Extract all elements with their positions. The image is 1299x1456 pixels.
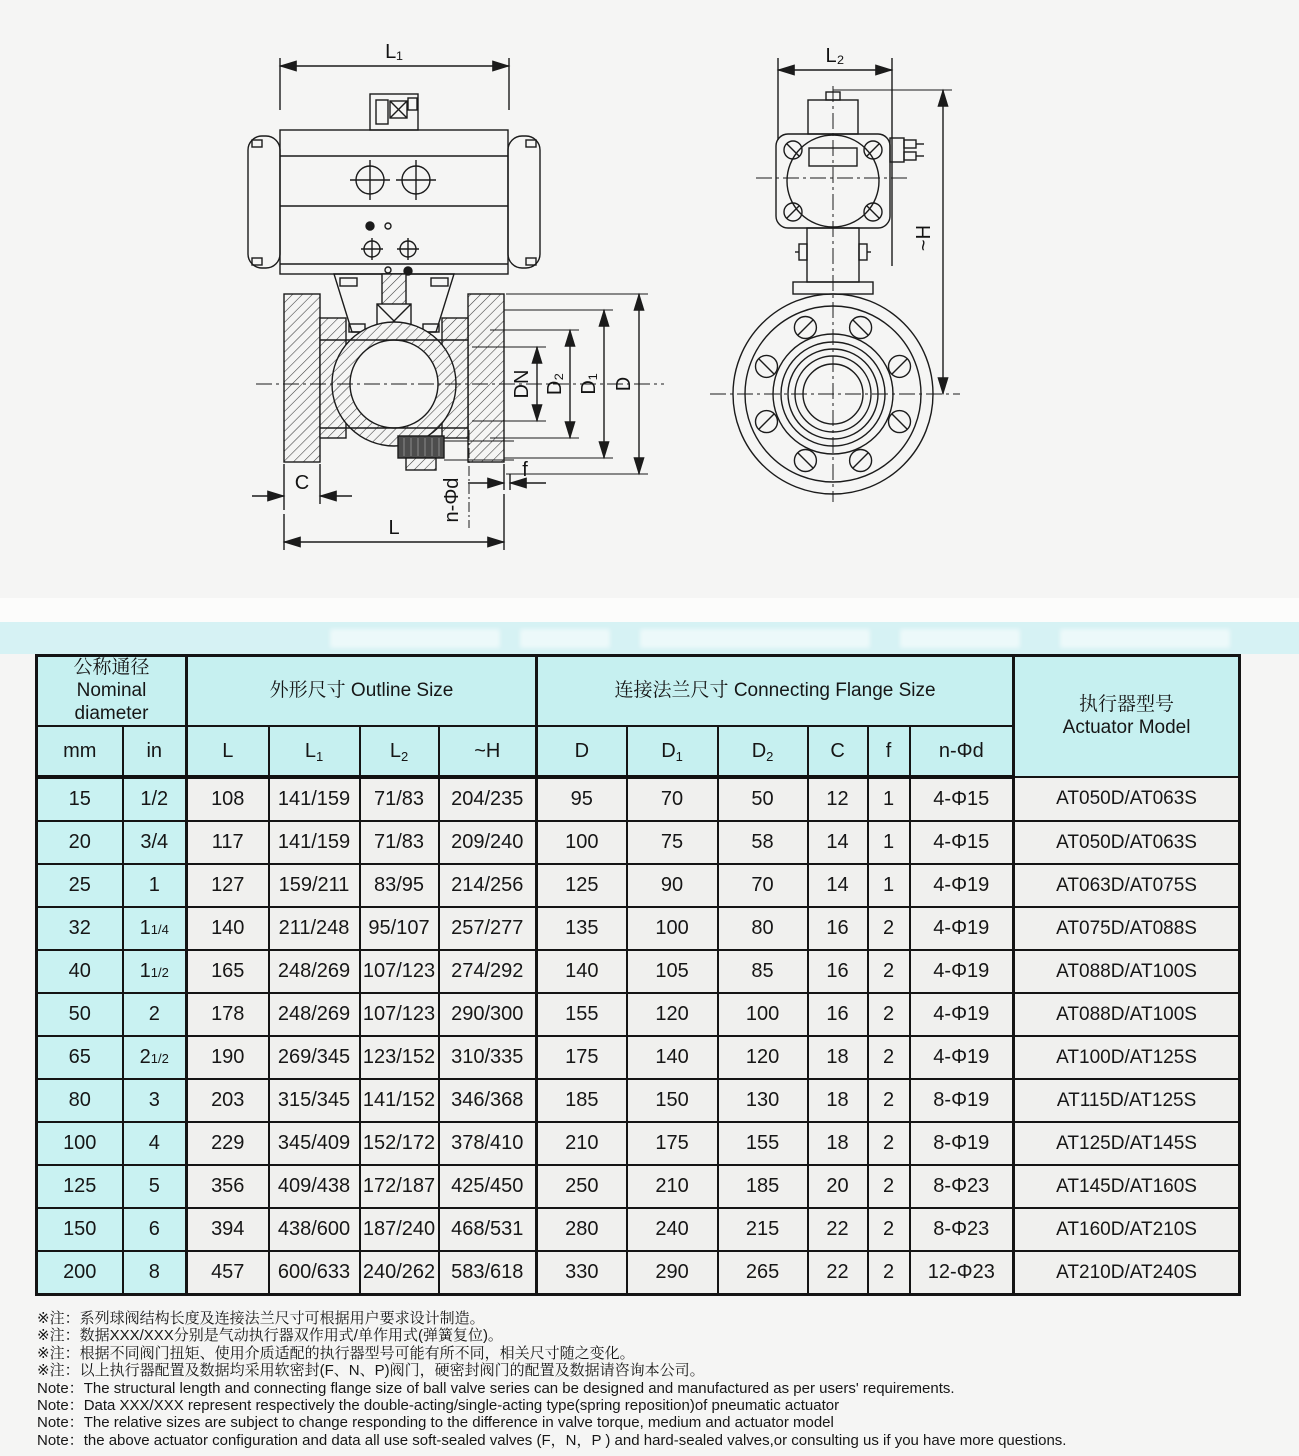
table-cell: 209/240 — [439, 821, 537, 864]
table-cell: 100 — [718, 993, 808, 1036]
table-cell: 141/159 — [269, 777, 360, 821]
table-cell: 2 — [868, 993, 910, 1036]
table-cell: 12 — [808, 777, 868, 821]
table-cell: 70 — [718, 864, 808, 907]
table-cell: 600/633 — [269, 1251, 360, 1295]
table-cell: AT050D/AT063S — [1014, 821, 1240, 864]
table-cell: 290 — [627, 1251, 718, 1295]
table-cell: 215 — [718, 1208, 808, 1251]
note-prefix: Note： — [37, 1431, 84, 1449]
table-cell: AT160D/AT210S — [1014, 1208, 1240, 1251]
table-cell: 310/335 — [439, 1036, 537, 1079]
table-cell: AT075D/AT088S — [1014, 907, 1240, 950]
table-cell: 211/248 — [269, 907, 360, 950]
table-cell: 20 — [37, 821, 123, 864]
table-cell: 16 — [808, 907, 868, 950]
table-cell: 409/438 — [269, 1165, 360, 1208]
table-cell: 240 — [627, 1208, 718, 1251]
table-cell: 141/152 — [360, 1079, 439, 1122]
table-cell: 178 — [187, 993, 269, 1036]
column-header: D — [537, 726, 627, 777]
table-cell: 187/240 — [360, 1208, 439, 1251]
note-line — [37, 1397, 1277, 1414]
table-cell: 40 — [37, 950, 123, 993]
dim-label-l2: L₂ — [825, 45, 845, 67]
table-cell: 2 — [868, 907, 910, 950]
table-cell: 100 — [37, 1122, 123, 1165]
column-header: C — [808, 726, 868, 777]
table-cell: 315/345 — [269, 1079, 360, 1122]
table-cell: 8-Φ23 — [910, 1208, 1014, 1251]
table-cell: 140 — [627, 1036, 718, 1079]
table-cell: 1 — [868, 864, 910, 907]
note-line — [37, 1362, 1277, 1379]
table-cell: 274/292 — [439, 950, 537, 993]
dim-label-l1: L₁ — [385, 41, 403, 63]
dim-label-c: C — [294, 472, 310, 494]
note-prefix: ※注： — [37, 1310, 80, 1327]
note-text: Data XXX/XXX represent respectively the double-acting/single-acting type(spring reposition)of pneumatic actuator — [83, 1397, 840, 1415]
watermark-band — [0, 622, 1299, 654]
table-row — [37, 821, 1240, 864]
note-text: 系列球阀结构长度及连接法兰尺寸可根据用户要求设计制造。 — [79, 1310, 485, 1327]
group-header-nominal-en: Nominal diameter — [74, 679, 149, 724]
table-body — [37, 777, 1240, 1295]
table-cell: 150 — [37, 1208, 123, 1251]
table-cell: 80 — [718, 907, 808, 950]
table-cell: 172/187 — [360, 1165, 439, 1208]
column-header: mm — [37, 726, 123, 777]
dim-label-h: ~H — [913, 224, 935, 252]
table-cell: 127 — [187, 864, 269, 907]
dim-label-d: D — [613, 376, 635, 392]
table-cell: AT125D/AT145S — [1014, 1122, 1240, 1165]
column-header: L — [187, 726, 269, 777]
table-cell: 100 — [537, 821, 627, 864]
dim-label-d2: D₂ — [544, 372, 566, 396]
table-cell: 457 — [187, 1251, 269, 1295]
table-cell: 141/159 — [269, 821, 360, 864]
table-cell: 5 — [123, 1165, 187, 1208]
table-cell: 3 — [123, 1079, 187, 1122]
table-cell: 85 — [718, 950, 808, 993]
table-row — [37, 777, 1240, 821]
table-cell: 140 — [187, 907, 269, 950]
table-cell: 70 — [627, 777, 718, 821]
column-header: $D_2$ — [718, 726, 808, 777]
note-prefix: Note： — [37, 1379, 84, 1397]
dim-label-n-phi-d: n-Φd — [441, 477, 463, 523]
table-cell: 1/2 — [123, 777, 187, 821]
table-cell: 22 — [808, 1251, 868, 1295]
column-header: n-Φd — [910, 726, 1014, 777]
group-header-outline-size: 外形尺寸 Outline Size — [187, 656, 537, 727]
note-prefix: ※注： — [37, 1327, 80, 1345]
table-cell: 4-Φ19 — [910, 864, 1014, 907]
valve-front-view-drawing — [222, 28, 692, 600]
table-row — [37, 907, 1240, 950]
table-cell: 2 — [868, 1036, 910, 1079]
table-cell: 346/368 — [439, 1079, 537, 1122]
spacer-strip — [0, 598, 1299, 622]
table-cell: 1 — [123, 864, 187, 907]
table-cell: 120 — [718, 1036, 808, 1079]
column-header: $L_1$ — [269, 726, 360, 777]
note-text: The relative sizes are subject to change responding to the difference in valve torque, medium and actuator model — [83, 1414, 834, 1432]
table-row — [37, 950, 1240, 993]
table-cell: 14 — [808, 864, 868, 907]
table-cell: 150 — [627, 1079, 718, 1122]
table-cell: AT088D/AT100S — [1014, 950, 1240, 993]
table-cell: 22 — [808, 1208, 868, 1251]
technical-drawings — [0, 28, 1299, 606]
table-row — [37, 1208, 1240, 1251]
note-line — [37, 1414, 1277, 1431]
table-cell: 50 — [718, 777, 808, 821]
table-cell: 250 — [537, 1165, 627, 1208]
table-cell: 200 — [37, 1251, 123, 1295]
table-cell: 123/152 — [360, 1036, 439, 1079]
table-cell: 165 — [187, 950, 269, 993]
table-cell: 185 — [537, 1079, 627, 1122]
table-cell: 583/618 — [439, 1251, 537, 1295]
table-cell: 2 — [868, 950, 910, 993]
group-header-actuator-en: Actuator Model — [1062, 716, 1191, 738]
table-cell: 257/277 — [439, 907, 537, 950]
table-cell: 175 — [627, 1122, 718, 1165]
table-cell: 4 — [123, 1122, 187, 1165]
table-cell: 32 — [37, 907, 123, 950]
note-text: 以上执行器配置及数据均采用软密封(F、N、P)阀门，硬密封阀门的配置及数据请咨询本公司。 — [79, 1362, 705, 1380]
table-cell: 1 — [868, 777, 910, 821]
table-cell: 117 — [187, 821, 269, 864]
note-prefix: Note： — [37, 1414, 84, 1432]
note-prefix: ※注： — [37, 1362, 80, 1380]
table-cell: 107/123 — [360, 993, 439, 1036]
table-cell: 135 — [537, 907, 627, 950]
table-cell: 248/269 — [269, 993, 360, 1036]
dim-label-l: L — [388, 517, 400, 539]
table-cell: 2 — [868, 1122, 910, 1165]
table-cell: 290/300 — [439, 993, 537, 1036]
table-cell: 2 — [868, 1251, 910, 1295]
table-cell: 210 — [627, 1165, 718, 1208]
table-cell: 394 — [187, 1208, 269, 1251]
table-cell: 18 — [808, 1122, 868, 1165]
dimension-table-wrap — [35, 654, 1241, 1296]
table-cell: AT088D/AT100S — [1014, 993, 1240, 1036]
table-row — [37, 1165, 1240, 1208]
table-cell: 175 — [537, 1036, 627, 1079]
table-cell: 210 — [537, 1122, 627, 1165]
table-cell: 18 — [808, 1036, 868, 1079]
table-cell: AT050D/AT063S — [1014, 777, 1240, 821]
table-cell: 90 — [627, 864, 718, 907]
table-cell: 4-Φ19 — [910, 950, 1014, 993]
table-cell: 50 — [37, 993, 123, 1036]
table-row — [37, 1079, 1240, 1122]
table-cell: 8-Φ19 — [910, 1079, 1014, 1122]
note-line — [37, 1310, 1277, 1327]
column-header: in — [123, 726, 187, 777]
table-cell: 4-Φ19 — [910, 907, 1014, 950]
table-cell: 345/409 — [269, 1122, 360, 1165]
table-cell: 100 — [627, 907, 718, 950]
table-cell: 425/450 — [439, 1165, 537, 1208]
table-cell: 2 — [868, 1165, 910, 1208]
table-cell: AT145D/AT160S — [1014, 1165, 1240, 1208]
table-cell: 1 — [868, 821, 910, 864]
table-cell: 4-Φ19 — [910, 1036, 1014, 1079]
column-header: $D_1$ — [627, 726, 718, 777]
table-cell: 269/345 — [269, 1036, 360, 1079]
table-cell: 330 — [537, 1251, 627, 1295]
table-cell: 125 — [537, 864, 627, 907]
table-cell: 140 — [537, 950, 627, 993]
table-cell: AT115D/AT125S — [1014, 1079, 1240, 1122]
table-cell: 11/4 — [123, 907, 187, 950]
table-cell: 8 — [123, 1251, 187, 1295]
table-cell: 6 — [123, 1208, 187, 1251]
table-cell: 8-Φ23 — [910, 1165, 1014, 1208]
table-cell: 120 — [627, 993, 718, 1036]
group-header-actuator-zh: 执行器型号 — [1079, 693, 1175, 715]
table-cell: 83/95 — [360, 864, 439, 907]
table-cell: 265 — [718, 1251, 808, 1295]
table-cell: 159/211 — [269, 864, 360, 907]
table-cell: 214/256 — [439, 864, 537, 907]
table-cell: 438/600 — [269, 1208, 360, 1251]
table-cell: 71/83 — [360, 821, 439, 864]
table-cell: 152/172 — [360, 1122, 439, 1165]
table-cell: 108 — [187, 777, 269, 821]
column-header: $L_2$ — [360, 726, 439, 777]
table-cell: 468/531 — [439, 1208, 537, 1251]
dimension-table — [35, 654, 1241, 1296]
group-header-nominal-zh: 公称通径 — [73, 657, 150, 678]
note-text: 数据XXX/XXX分别是气动执行器双作用式/单作用式(弹簧复位)。 — [79, 1327, 503, 1345]
table-cell: 14 — [808, 821, 868, 864]
table-cell: 4-Φ19 — [910, 993, 1014, 1036]
table-cell: 95 — [537, 777, 627, 821]
note-text: The structural length and connecting flange size of ball valve series can be designed and manufactured as per users' requirements. — [83, 1379, 955, 1397]
note-text: 根据不同阀门扭矩、使用介质适配的执行器型号可能有所不同，相关尺寸随之变化。 — [79, 1344, 635, 1362]
note-line — [37, 1327, 1277, 1344]
table-cell: 95/107 — [360, 907, 439, 950]
table-cell: 16 — [808, 993, 868, 1036]
table-cell: 229 — [187, 1122, 269, 1165]
table-cell: 21/2 — [123, 1036, 187, 1079]
table-cell: 107/123 — [360, 950, 439, 993]
table-row — [37, 1036, 1240, 1079]
note-text: the above actuator configuration and data all use soft-sealed valves (F，N，P ) and hard-sealed valves,or consulting us if you have more questions. — [83, 1431, 1067, 1449]
dim-label-dn: DN — [511, 369, 533, 399]
table-cell: 378/410 — [439, 1122, 537, 1165]
table-cell: 130 — [718, 1079, 808, 1122]
table-cell: 2 — [868, 1079, 910, 1122]
note-line — [37, 1345, 1277, 1362]
notes-section — [37, 1310, 1277, 1449]
table-cell: AT063D/AT075S — [1014, 864, 1240, 907]
table-cell: 125 — [37, 1165, 123, 1208]
table-cell: 204/235 — [439, 777, 537, 821]
table-cell: 80 — [37, 1079, 123, 1122]
table-cell: 15 — [37, 777, 123, 821]
table-cell: AT210D/AT240S — [1014, 1251, 1240, 1295]
table-cell: 25 — [37, 864, 123, 907]
table-row — [37, 864, 1240, 907]
table-cell: 190 — [187, 1036, 269, 1079]
table-cell: 11/2 — [123, 950, 187, 993]
table-cell: 75 — [627, 821, 718, 864]
dim-label-f: f — [522, 459, 528, 481]
table-cell: 58 — [718, 821, 808, 864]
table-cell: 155 — [718, 1122, 808, 1165]
table-cell: 2 — [868, 1208, 910, 1251]
table-cell: 356 — [187, 1165, 269, 1208]
table-row — [37, 1251, 1240, 1295]
table-cell: 185 — [718, 1165, 808, 1208]
table-cell: 4-Φ15 — [910, 777, 1014, 821]
note-line — [37, 1380, 1277, 1397]
table-cell: 65 — [37, 1036, 123, 1079]
table-cell: 248/269 — [269, 950, 360, 993]
table-cell: 105 — [627, 950, 718, 993]
table-cell: 16 — [808, 950, 868, 993]
table-cell: 203 — [187, 1079, 269, 1122]
valve-side-view-drawing — [690, 28, 1120, 600]
table-cell: 12-Φ23 — [910, 1251, 1014, 1295]
table-row — [37, 993, 1240, 1036]
table-row — [37, 1122, 1240, 1165]
table-cell: 3/4 — [123, 821, 187, 864]
table-cell: 4-Φ15 — [910, 821, 1014, 864]
column-header: f — [868, 726, 910, 777]
group-header-nominal-diameter — [37, 656, 187, 727]
table-cell: 2 — [123, 993, 187, 1036]
table-cell: 155 — [537, 993, 627, 1036]
group-header-connecting-flange-size: 连接法兰尺寸 Connecting Flange Size — [537, 656, 1014, 727]
table-cell: 71/83 — [360, 777, 439, 821]
table-cell: 18 — [808, 1079, 868, 1122]
note-prefix: Note： — [37, 1397, 84, 1415]
note-line — [37, 1432, 1277, 1449]
table-cell: 280 — [537, 1208, 627, 1251]
group-header-actuator-model — [1014, 656, 1240, 778]
table-cell: AT100D/AT125S — [1014, 1036, 1240, 1079]
dim-label-d1: D₁ — [578, 373, 600, 395]
note-prefix: ※注： — [37, 1344, 80, 1362]
table-cell: 20 — [808, 1165, 868, 1208]
table-cell: 240/262 — [360, 1251, 439, 1295]
column-header: ~H — [439, 726, 537, 777]
table-cell: 8-Φ19 — [910, 1122, 1014, 1165]
